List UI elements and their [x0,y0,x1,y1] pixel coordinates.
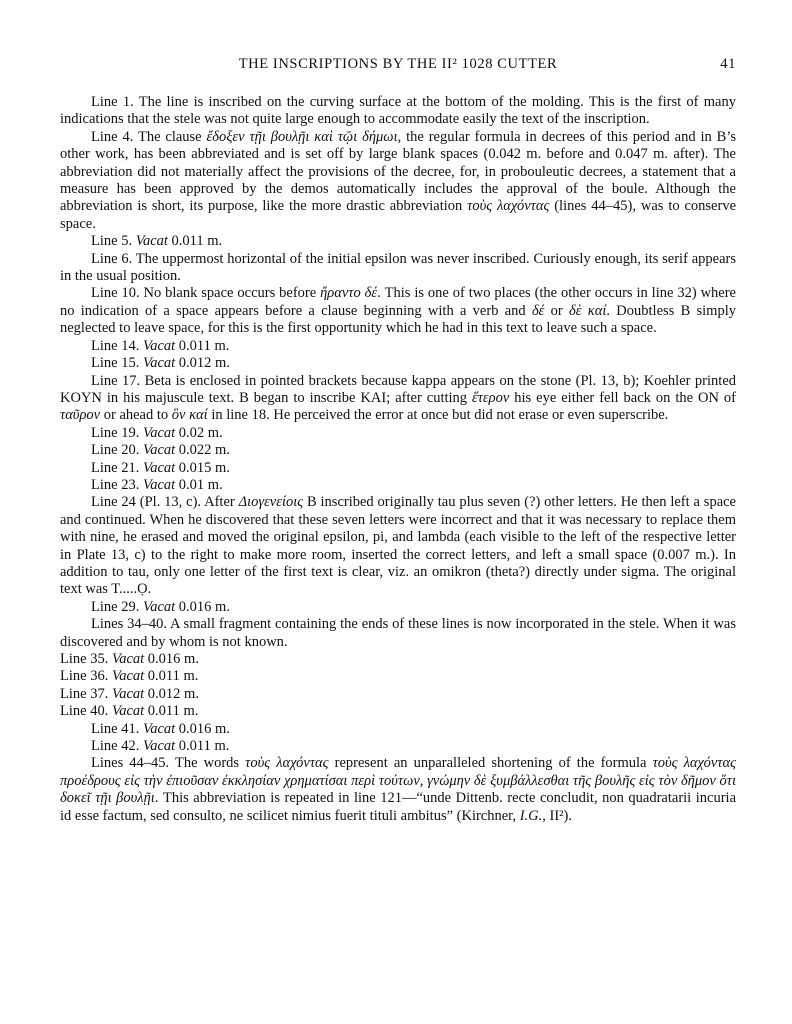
text-run: Line 40. [60,703,112,720]
vacat-word: Vacat [142,424,176,441]
text-run: his eye either fell back on the ON of [509,389,737,406]
text-run: Line 19. [91,424,143,441]
vacat-word: Vacat [111,651,145,667]
vacat-word: Vacat [142,459,176,476]
vacat-word: Vacat [142,442,176,459]
vacat-word: Vacat [111,703,145,720]
greek-text: δὲ καί [569,302,607,319]
text-run: Line 4. The clause [91,128,207,145]
greek-text: ὃν καί [171,407,208,424]
note-line-36 [60,668,736,685]
text-run: 0.015 m. [175,459,230,476]
vacat-word: Vacat [135,233,168,250]
note-line-19 [60,425,736,442]
note-line-42 [60,738,736,755]
citation-title: I.G. [519,807,543,824]
text-run: 0.016 m. [144,651,199,667]
greek-text: τοὺς λαχόντας προέδρους εἰς τὴν ἐπιοῦσαν ἐκκλησίαν χρηματίσαι περὶ τούτων, γνώμην δὲ ξυμβάλλεσθαι τῆς βουλῆς εἰς τὸν δῆμον ὅτι δοκεῖ τῇι βουλῇι [60,755,736,807]
text-run: or ahead to [100,407,172,424]
text-run: 0.01 m. [175,476,223,493]
text-run: 0.011 m. [167,233,223,250]
greek-text: τοὺς λαχόντας [245,755,329,772]
text-run: . This abbreviation is repeated in line 121—“unde Dittenb. recte concludit, non quadratarii incuria id esse factum, sed consulto, ne scilicet nimius fuerit tituli ambitus” (Kirchner, [60,790,736,824]
text-run: Line 20. [91,442,143,459]
text-run: Line 10. No blank space occurs before [91,285,321,302]
text-run: Line 37. [60,685,112,702]
vacat-word: Vacat [111,685,145,702]
text-run: , the regular formula in decrees of this period and in B’s other work, has been abbreviated and is set off by large blank spaces (0.042 m. before and 0.047 m. after). The abbreviation did not materially affect the provisions of the decree, for, in probouleutic decrees, a statement that a measure has been approved by the demos automatically includes the approval of the boule. Although the abbreviation is short, its purpose, like the more drastic abbreviation [60,128,736,215]
text-run: Line 14. [91,337,143,354]
text-run: Line 17. Beta is enclosed in pointed brackets because kappa appears on the stone (Pl. 13, b); Koehler printed KOYN in his majuscule text. B began to inscribe KAI; after cutting [60,372,736,406]
text-run: Line 36. [60,668,112,685]
note-line-21 [60,460,736,477]
text-run: 0.022 m. [175,442,230,459]
text-run: B inscribed originally tau plus seven (?) other letters. He then left a space and continued. When he discovered that these seven letters were incorrect and that it was necessary to replace them with nine, he erased and moved the original epsilon, pi, and lambda (each visible to the left of the respective letter in Plate 13, c) to the right to make more room, inserted the correct letters, and left a small space (0.007 m.). In addition to tau, only one letter of the first text is clear, viz. an omikron (theta?) directly under sigma. The original text was T.....Ọ. [60,494,736,598]
text-run: or [544,302,570,319]
note-line-17 [60,373,736,425]
text-run: . Doubtless B simply neglected to leave space, for this is the first opportunity which he had in this text to leave such a space. [60,302,736,337]
text-run: Line 42. [91,738,143,755]
greek-text: Διογενείοις [238,494,304,511]
note-line-40 [60,703,736,720]
text-run: 0.011 m. [144,668,199,685]
text-run: 0.02 m. [175,424,223,441]
greek-text: ἕτερον [472,389,510,406]
vacat-word: Vacat [142,476,176,493]
note-line-23 [60,477,736,494]
note-line-15 [60,355,736,372]
vacat-word: Vacat [111,668,145,685]
text-run: Line 15. [91,355,143,372]
note-line-35 [60,651,736,668]
text-run: Line 5. [91,233,136,250]
greek-text: ταῦρον [60,407,101,424]
note-lines-44-45 [60,755,736,825]
text-run: Line 21. [91,459,143,476]
text-run: 0.011 m. [175,337,230,354]
text-run: . This is one of two places (the other occurs in line 32) where no indication of a space appears before a clause beginning with a verb and [60,285,736,319]
text-run: Line 23. [91,476,143,493]
note-line-37 [60,686,736,703]
text-run: represent an unparalleled shortening of the formula [328,755,653,772]
text-run: 0.011 m. [175,738,230,755]
note-line-24 [60,494,736,598]
text-run: 0.016 m. [175,598,230,615]
note-line-41 [60,721,736,738]
text-run: Line 35. [60,651,112,667]
vacat-word: Vacat [142,337,176,354]
page-body [60,94,736,825]
text-run: 0.012 m. [175,355,230,372]
text-run: 0.012 m. [144,685,199,702]
text-run: (lines 44–45), was to conserve space. [60,198,736,232]
greek-text: ἤραντο δέ [320,285,378,302]
running-header [60,56,736,76]
note-line-1: Line 1. The line is inscribed on the curving surface at the bottom of the molding. This is the first of many indications that the stele was not quite large enough to accommodate easily the text of the inscription. [60,94,736,128]
text-run: Line 41. [91,720,143,737]
note-line-4 [60,129,736,233]
greek-text: ἔδοξεν τῇι βουλῇι καὶ τῷι δήμωι [206,128,398,145]
vacat-word: Vacat [142,355,176,372]
vacat-word: Vacat [142,738,176,755]
running-title: THE INSCRIPTIONS BY THE II² 1028 CUTTER [238,56,558,72]
note-line-29 [60,599,736,616]
vacat-word: Vacat [142,598,176,615]
text-run: Line 24 (Pl. 13, c). After [91,494,239,511]
text-run: Lines 44–45. The words [91,755,246,772]
note-line-10 [60,285,736,337]
greek-text: τοὺς λαχόντας [467,198,550,215]
note-line-20 [60,442,736,459]
text-run: in line 18. He perceived the error at once but did not erase or even superscribe. [207,407,669,424]
text-run: 0.016 m. [175,720,230,737]
note-lines-34-40: Lines 34–40. A small fragment containing the ends of these lines is now incorporated in the stele. When it was discovered and by whom is not known. [60,616,736,650]
text-run: , II²). [542,807,572,824]
vacat-word: Vacat [142,720,176,737]
text-run: 0.011 m. [144,703,199,720]
note-line-6: Line 6. The uppermost horizontal of the initial epsilon was never inscribed. Curiously enough, its serif appears in the usual position. [60,250,736,285]
note-line-5 [60,233,736,250]
text-run: Line 29. [91,598,143,615]
greek-text: δέ [531,302,545,319]
note-line-14 [60,338,736,355]
page-number: 41 [720,56,736,72]
